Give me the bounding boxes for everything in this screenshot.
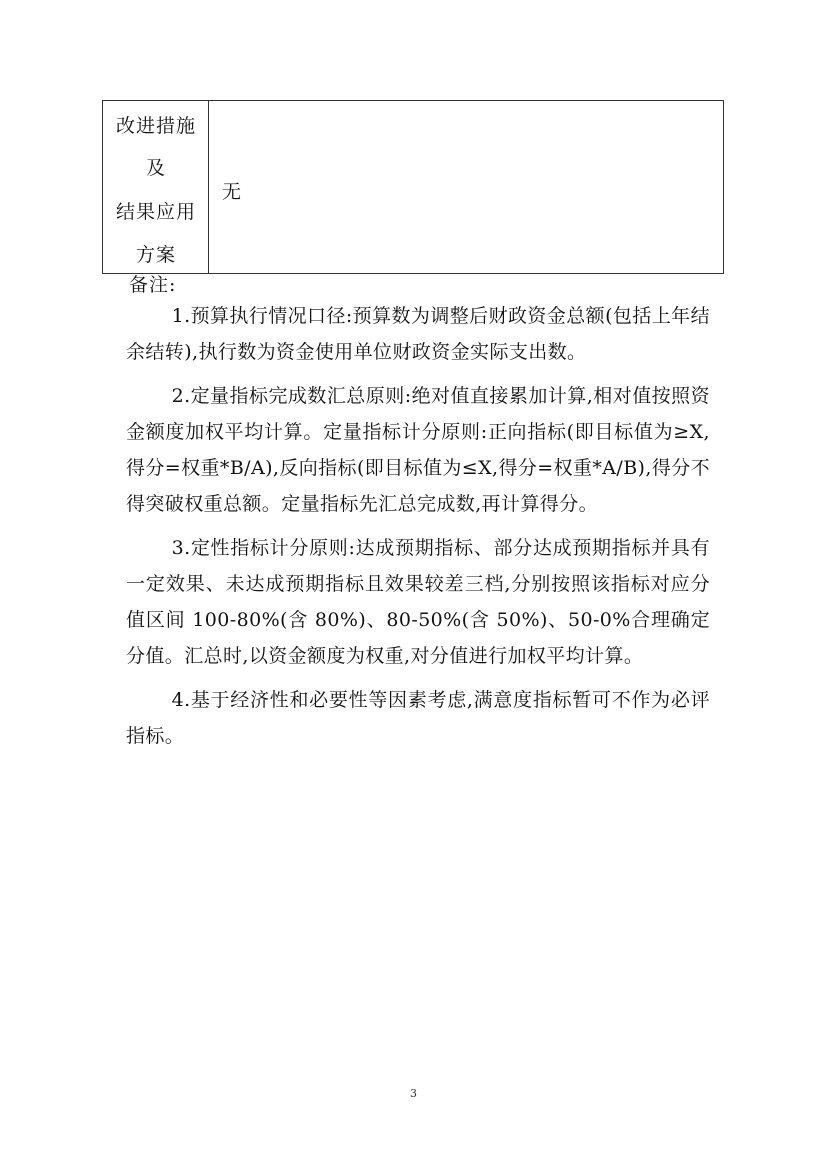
label-line-2: 及: [145, 157, 166, 179]
value-cell: [209, 101, 723, 273]
remark-item-2: 2.定量指标完成数汇总原则:绝对值直接累加计算,相对值按照资金额度加权平均计算。定量指标计分原则:正向指标(即目标值为≥X,得分=权重*B/A),反向指标(即目标值为≤X,得分=权重*A/B),得分不得突破权重总额。定量指标先汇总完成数,再计算得分。: [126, 385, 711, 515]
remark-item-3: 3.定性指标计分原则:达成预期指标、部分达成预期指标并具有一定效果、未达成预期指标且效果较差三档,分别按照该指标对应分值区间 100-80%(含 80%)、80-50%(含 50%)、50-0%合理确定分值。汇总时,以资金额度为权重,对分值进行加权平均计算。: [126, 537, 710, 667]
page-number: 3: [410, 1087, 417, 1100]
remark-item-1: 1.预算执行情况口径:预算数为调整后财政资金总额(包括上年结余结转),执行数为资金使用单位财政资金实际支出数。: [126, 305, 710, 363]
remarks-title: 备注:: [129, 274, 177, 296]
measures-table: [102, 100, 724, 274]
label-cell: [103, 101, 209, 273]
remarks-list: [126, 298, 710, 762]
value-text: 无: [222, 181, 242, 203]
label-line-4: 方案: [135, 244, 176, 266]
label-line-1: 改进措施: [115, 115, 196, 137]
label-line-3: 结果应用: [115, 201, 196, 223]
remark-item-4: 4.基于经济性和必要性等因素考虑,满意度指标暂可不作为必评指标。: [126, 689, 710, 747]
